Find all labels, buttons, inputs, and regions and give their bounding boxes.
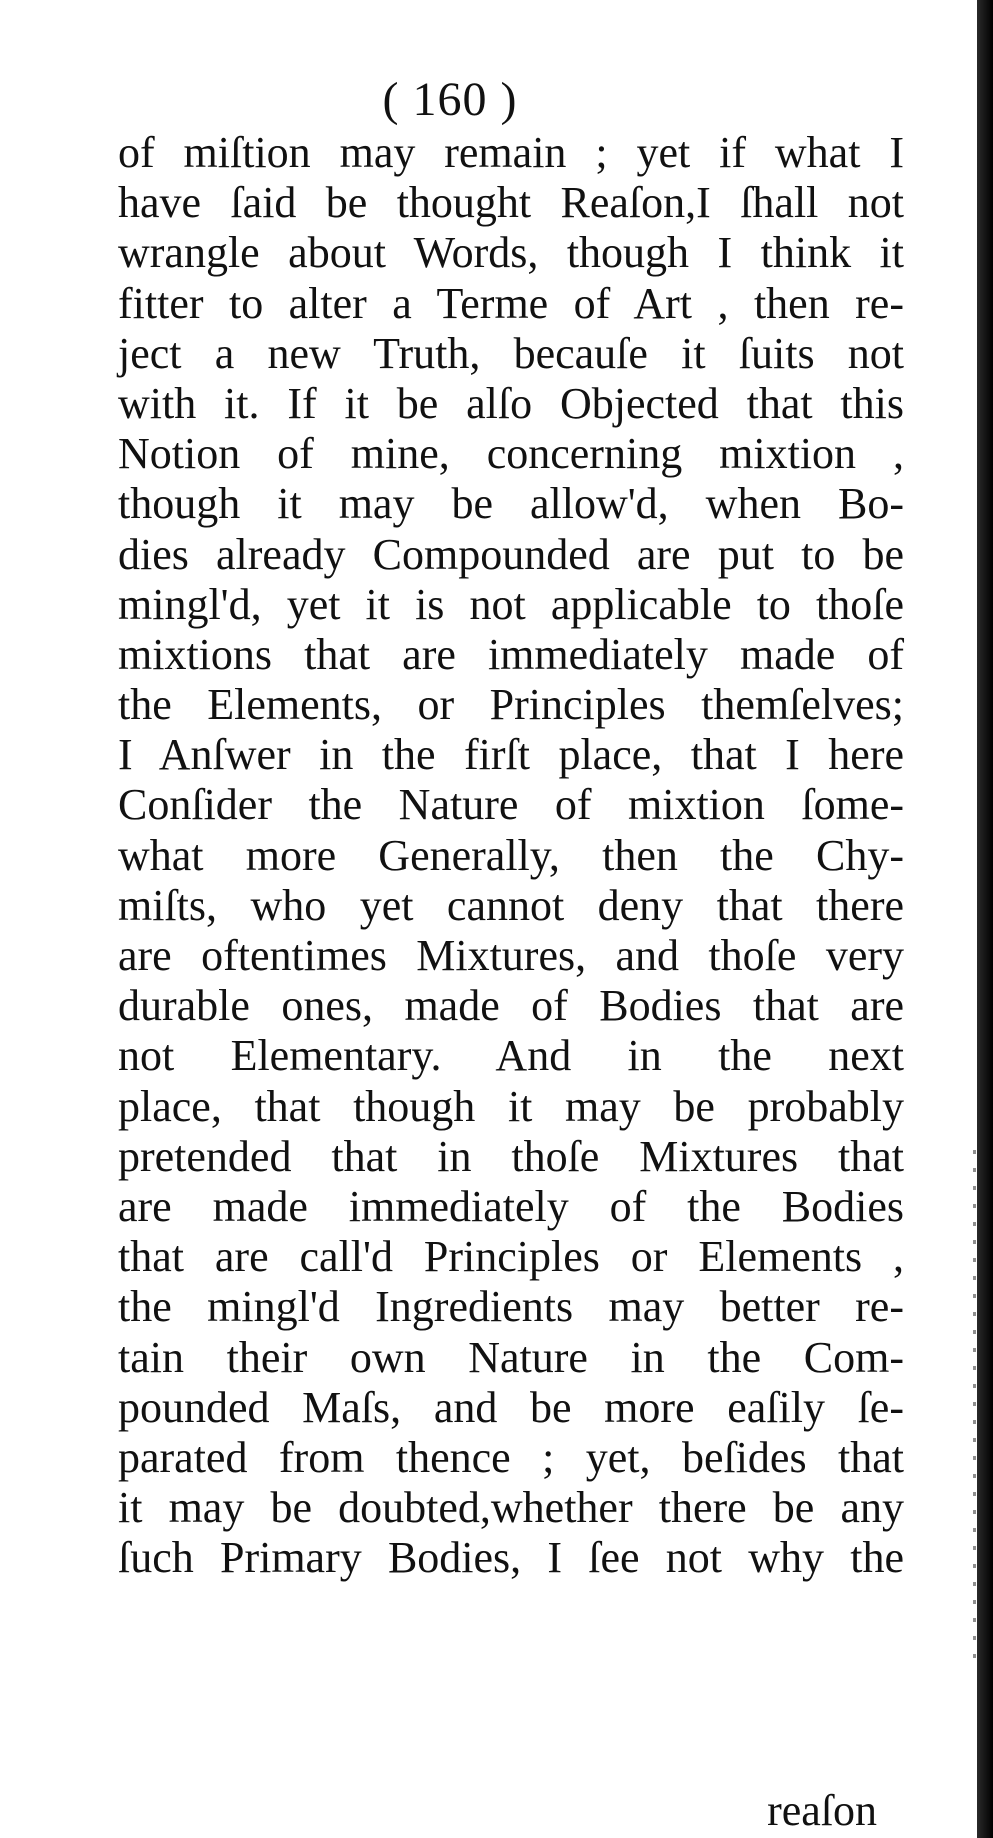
- page-number: ( 160 ): [382, 73, 518, 126]
- text-line: have ſaid be thought Reaſon,I ſhall not: [118, 178, 904, 228]
- text-line: the mingl'd Ingredients may better re-: [118, 1282, 904, 1332]
- text-line: are oftentimes Mixtures, and thoſe very: [118, 931, 904, 980]
- text-line: ſuch Primary Bodies, I ſee not why the: [118, 1533, 904, 1583]
- text-line: not Elementary. And in the next: [118, 1031, 904, 1081]
- text-line: fitter to alter a Terme of Art , then re-: [118, 278, 904, 328]
- text-line: pretended that in thoſe Mixtures that: [118, 1131, 904, 1181]
- text-line: place, that though it may be probably: [118, 1081, 904, 1131]
- text-line: though it may be allow'd, when Bo-: [118, 479, 904, 529]
- text-line: durable ones, made of Bodies that are: [118, 981, 904, 1031]
- text-line: pounded Maſs, and be more eaſily ſe-: [118, 1382, 904, 1432]
- text-line: the Elements, or Principles themſelves;: [118, 680, 904, 730]
- text-line: I Anſwer in the firſt place, that I here: [118, 730, 904, 780]
- text-line: are made immediately of the Bodies: [118, 1181, 904, 1231]
- text-line: tain their own Nature in the Com-: [118, 1332, 904, 1382]
- text-line: ject a new Truth, becauſe it ſuits not: [118, 328, 904, 378]
- text-line: mingl'd, yet it is not applicable to thoſe: [118, 579, 904, 629]
- page-edge-specks: [973, 1150, 976, 1670]
- page-edge-shadow: [977, 0, 993, 1838]
- text-line: that are call'd Principles or Elements ,: [118, 1232, 904, 1282]
- text-line: parated from thence ; yet, beſides that: [118, 1432, 904, 1482]
- text-line: Notion of mine, concerning mixtion ,: [118, 429, 904, 479]
- text-line: of miſtion may remain ; yet if what I: [118, 128, 904, 177]
- text-line: what more Generally, then the Chy-: [118, 830, 904, 880]
- text-line: wrangle about Words, though I think it: [118, 228, 904, 278]
- text-line: with it. If it be alſo Objected that this: [118, 378, 904, 428]
- text-line: miſts, who yet cannot deny that there: [118, 880, 904, 930]
- body-text: [118, 128, 904, 1583]
- text-line: dies already Compounded are put to be: [118, 529, 904, 579]
- catchword: reaſon: [767, 1786, 877, 1835]
- text-line: Conſider the Nature of mixtion ſome-: [118, 780, 904, 830]
- text-line: mixtions that are immediately made of: [118, 629, 904, 679]
- text-line: it may be doubted,whether there be any: [118, 1483, 904, 1533]
